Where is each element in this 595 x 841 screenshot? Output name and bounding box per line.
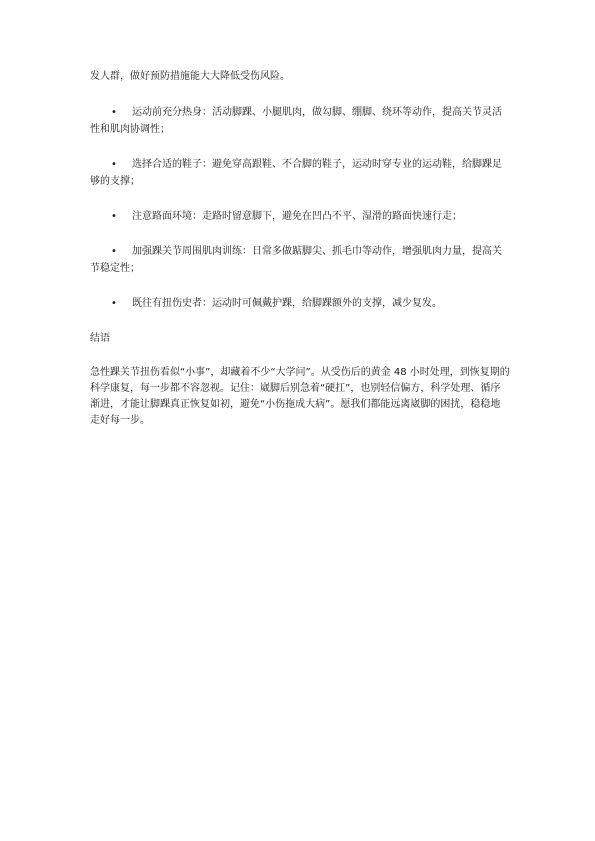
list-item-text: 运动前充分热身：活动脚踝、小腿肌肉，做勾脚、绷脚、绕环等动作，提高关节灵活性和肌肉协调性； <box>90 107 502 135</box>
conclusion-heading: 结语 <box>90 333 110 344</box>
list-item-text: 加强踝关节周围肌肉训练：日常多做踮脚尖、抓毛巾等动作，增强肌肉力量，提高关节稳定性； <box>90 246 502 274</box>
list-item-text: 选择合适的鞋子：避免穿高跟鞋、不合脚的鞋子，运动时穿专业的运动鞋，给脚踝足够的支撑； <box>90 159 502 187</box>
bullet-icon: • <box>111 159 117 170</box>
bullet-icon: • <box>111 298 117 309</box>
prevention-list <box>90 104 510 312</box>
conclusion-paragraph: 急性踝关节扭伤看似“小事”，却藏着不少“大学问”。从受伤后的黄金 48 小时处理，到恢复期的科学康复，每一步都不容忽视。记住：崴脚后别急着“硬扛”，也别轻信偏方，科学处理、循序渐进，才能让脚踝真正恢复如初，避免“小伤拖成大病”。愿我们都能远离崴脚的困扰，稳稳地走好每一步。 <box>90 367 510 426</box>
intro-paragraph: 发人群，做好预防措施能大大降低受伤风险。 <box>90 71 290 82</box>
list-item <box>90 104 510 138</box>
bullet-icon: • <box>111 107 117 118</box>
list-item <box>90 208 510 225</box>
list-item-text: 注意路面环境：走路时留意脚下，避免在凹凸不平、湿滑的路面快速行走； <box>132 211 462 222</box>
bullet-icon: • <box>111 246 117 257</box>
list-item <box>90 243 510 277</box>
list-item <box>90 156 510 190</box>
bullet-icon: • <box>111 211 117 222</box>
document-body <box>90 68 510 429</box>
list-item-text: 既往有扭伤史者：运动时可佩戴护踝，给脚踝额外的支撑，减少复发。 <box>132 298 442 309</box>
list-item <box>90 295 510 312</box>
